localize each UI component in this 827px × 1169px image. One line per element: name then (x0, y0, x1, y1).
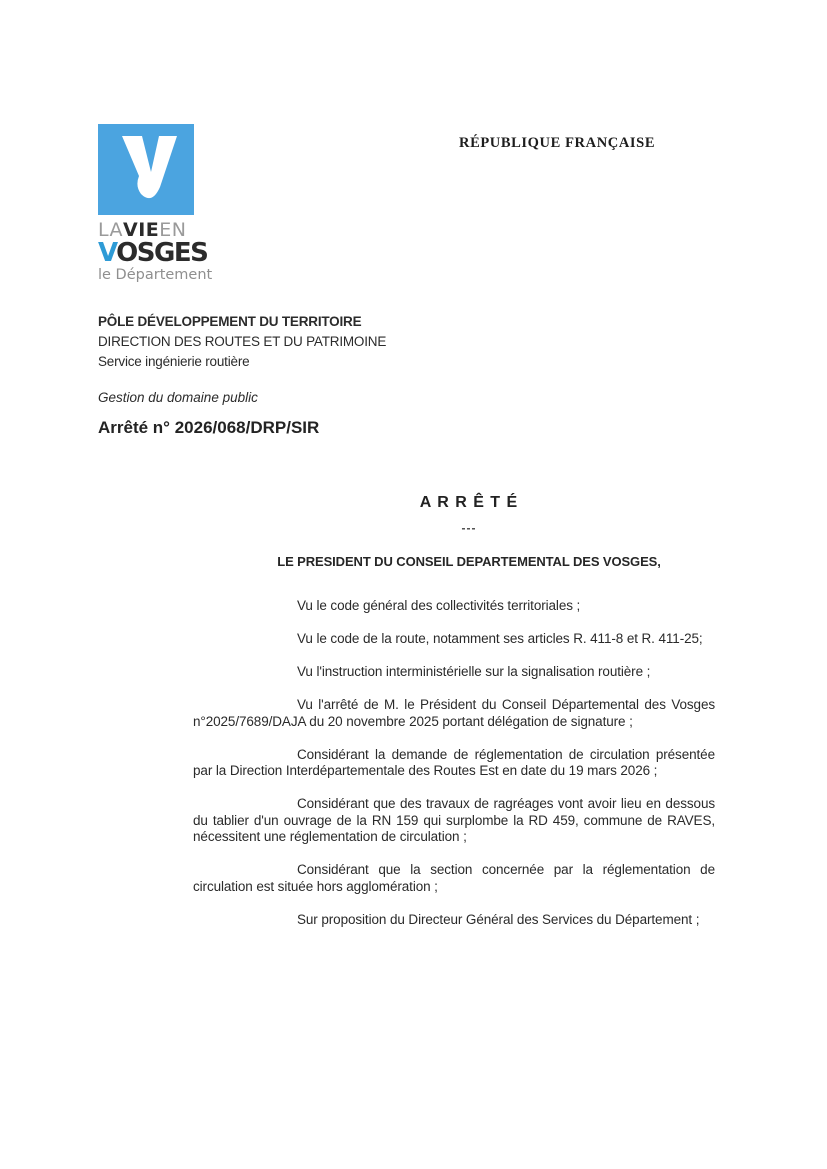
direction-line: DIRECTION DES ROUTES ET DU PATRIMOINE (98, 334, 387, 349)
logo-text-vie: VIE (123, 219, 160, 241)
gestion-domaine-public-line: Gestion du domaine public (98, 390, 258, 405)
paragraph-considerant-2: Considérant que des travaux de ragréages vont avoir lieu en dessous du tablier d'un ouvrage de la RN 159 qui surplombe la RD 459, commune de RAVES, nécessitent une réglementation de circulation ; (193, 796, 715, 844)
vosges-v-icon (98, 124, 194, 215)
logo-text-en: EN (159, 219, 187, 241)
paragraph-vu-3: Vu l'instruction interministérielle sur la signalisation routière ; (297, 664, 651, 679)
paragraph-sur-proposition: Sur proposition du Directeur Général des Services du Département ; (297, 911, 700, 927)
paragraph-vu-1: Vu le code général des collectivités territoriales ; (297, 598, 581, 613)
republique-francaise-header: RÉPUBLIQUE FRANÇAISE (459, 135, 656, 151)
body-paragraphs (193, 598, 715, 945)
logo-wordmark-line2 (98, 239, 207, 267)
document-title: A R R Ê T É (419, 494, 519, 511)
logo-tagline: le Département (98, 267, 213, 283)
service-line: Service ingénierie routière (98, 354, 250, 369)
logo-text-v: V (98, 238, 117, 268)
paragraph-vu-4: Vu l'arrêté de M. le Président du Conseil Départemental des Vosges n°2025/7689/DAJA du 20 novembre 2025 portant délégation de signature ; (193, 697, 715, 729)
paragraph-considerant-3: Considérant que la section concernée par la réglementation de circulation est située hors agglomération ; (193, 862, 715, 894)
paragraph-vu-2: Vu le code de la route, notamment ses articles R. 411-8 et R. 411-25; (297, 631, 703, 646)
authority-line: LE PRESIDENT DU CONSEIL DEPARTEMENTAL DES VOSGES, (277, 554, 661, 569)
title-separator: --- (461, 521, 477, 535)
paragraph-considerant-1: Considérant la demande de réglementation de circulation présentée par la Direction Interdépartementale des Routes Est en date du 19 mars 2026 ; (193, 746, 715, 778)
arrete-number: Arrêté n° 2026/068/DRP/SIR (98, 418, 320, 437)
department-block (98, 312, 386, 372)
logo-text-osges: OSGES (116, 238, 208, 268)
pole-line: PÔLE DÉVELOPPEMENT DU TERRITOIRE (98, 314, 362, 329)
logo-text-la: LA (98, 219, 124, 241)
